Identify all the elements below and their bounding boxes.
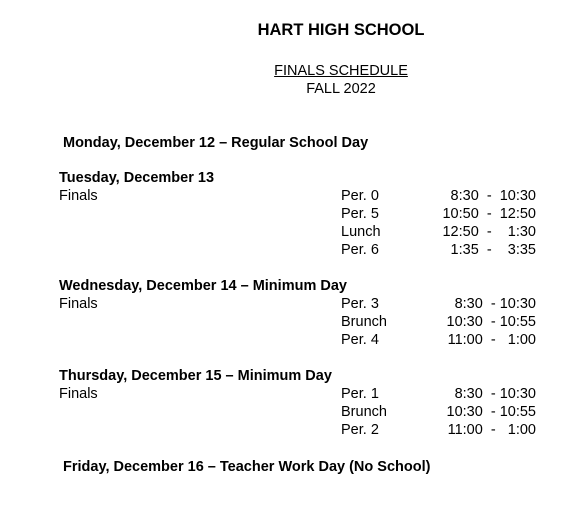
- schedule-title: FINALS SCHEDULE: [274, 63, 408, 79]
- day-heading-thursday: Thursday, December 15 – Minimum Day: [59, 368, 332, 384]
- period-label: Per. 1: [341, 386, 379, 402]
- period-time: 10:30 - 10:55: [446, 314, 536, 330]
- period-label: Per. 6: [341, 242, 379, 258]
- period-label: Brunch: [341, 404, 387, 420]
- period-label: Per. 2: [341, 422, 379, 438]
- period-label: Per. 3: [341, 296, 379, 312]
- period-label: Brunch: [341, 314, 387, 330]
- finals-label: Finals: [59, 188, 98, 204]
- finals-label: Finals: [59, 296, 98, 312]
- period-time: 8:30 - 10:30: [454, 386, 536, 402]
- day-heading-wednesday: Wednesday, December 14 – Minimum Day: [59, 278, 347, 294]
- period-time: 10:30 - 10:55: [446, 404, 536, 420]
- period-time: 8:30 - 10:30: [450, 188, 536, 204]
- period-label: Per. 5: [341, 206, 379, 222]
- school-name: HART HIGH SCHOOL: [257, 21, 425, 39]
- period-label: Per. 4: [341, 332, 379, 348]
- period-time: 8:30 - 10:30: [454, 296, 536, 312]
- period-time: 11:00 - 1:00: [447, 422, 536, 438]
- period-time: 10:50 - 12:50: [442, 206, 536, 222]
- term-label: FALL 2022: [306, 81, 376, 97]
- finals-label: Finals: [59, 386, 98, 402]
- period-time: 1:35 - 3:35: [450, 242, 536, 258]
- period-label: Per. 0: [341, 188, 379, 204]
- day-heading-friday: Friday, December 16 – Teacher Work Day (No School): [63, 459, 431, 475]
- period-label: Lunch: [341, 224, 381, 240]
- day-heading-tuesday: Tuesday, December 13: [59, 170, 215, 186]
- day-heading-monday: Monday, December 12 – Regular School Day: [63, 135, 369, 151]
- period-time: 11:00 - 1:00: [447, 332, 536, 348]
- period-time: 12:50 - 1:30: [442, 224, 536, 240]
